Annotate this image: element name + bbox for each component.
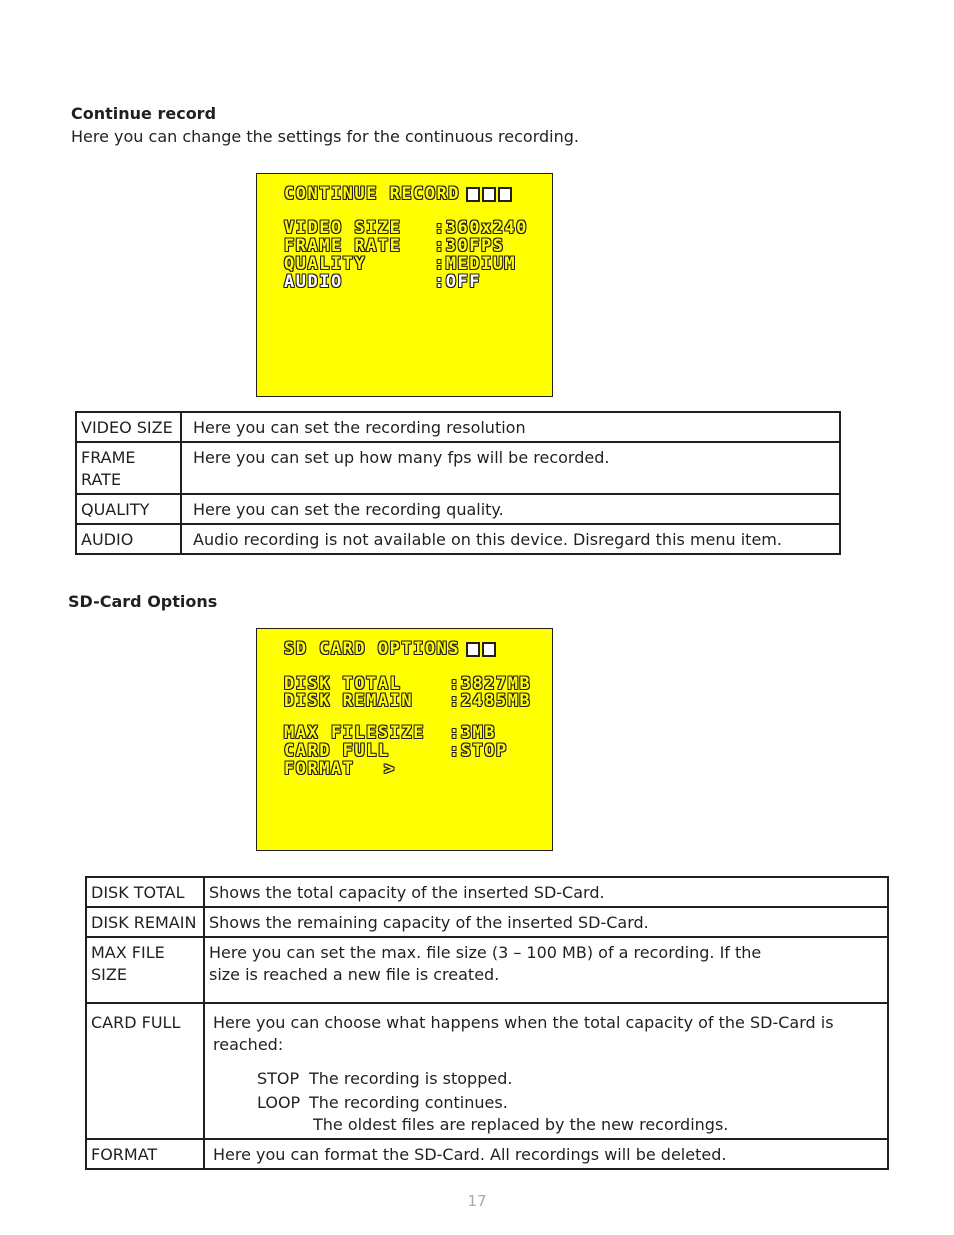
osd-sd-card-options-screen — [256, 628, 553, 851]
table-term: QUALITY — [76, 494, 181, 524]
osd-title: CONTINUE RECORD — [284, 185, 514, 203]
table-desc: Here you can choose what happens when the total capacity of the SD-Card is reached: — [213, 1013, 834, 1054]
osd-title: SD CARD OPTIONS — [284, 640, 498, 658]
table-row — [86, 1003, 888, 1139]
continue-record-table — [75, 411, 841, 555]
sd-card-options-table — [85, 876, 889, 1170]
table-desc: Shows the total capacity of the inserted SD-Card. — [204, 877, 888, 907]
osd-row-frame-rate: FRAME RATE :30FPS — [284, 236, 505, 256]
table-row — [86, 937, 888, 1003]
table-term: FORMAT — [86, 1139, 204, 1169]
table-desc: Here you can set the max. file size (3 – 100 MB) of a recording. If the size is reached a new file is created. — [204, 937, 888, 1003]
table-term: FRAME RATE — [76, 442, 181, 494]
table-term: CARD FULL — [86, 1003, 204, 1139]
table-desc: Here you can set the recording resolution — [181, 412, 840, 442]
osd-title-boxes — [466, 185, 514, 203]
table-row — [86, 877, 888, 907]
osd-row-card-full: CARD FULL :STOP — [284, 741, 508, 761]
table-term: DISK REMAIN — [86, 907, 204, 937]
table-term: MAX FILE SIZE — [86, 937, 204, 1003]
table-desc: Shows the remaining capacity of the inserted SD-Card. — [204, 907, 888, 937]
table-row — [76, 412, 840, 442]
table-row — [86, 907, 888, 937]
osd-title-boxes — [466, 640, 498, 658]
osd-row-quality: QUALITY :MEDIUM — [284, 254, 517, 274]
osd-row-max-filesize: MAX FILESIZE :3MB — [284, 723, 496, 743]
table-desc: Here you can format the SD-Card. All recordings will be deleted. — [204, 1139, 888, 1169]
table-desc: Here you can set the recording quality. — [181, 494, 840, 524]
osd-continue-record-screen — [256, 173, 553, 397]
osd-row-video-size: VIDEO SIZE :360x240 — [284, 218, 528, 238]
section-heading-continue-record: Continue record — [71, 104, 217, 123]
table-row — [76, 494, 840, 524]
table-desc: Here you can set up how many fps will be recorded. — [181, 442, 840, 494]
table-row — [76, 524, 840, 554]
table-row — [76, 442, 840, 494]
section-heading-sd-card-options: SD-Card Options — [68, 592, 218, 611]
osd-row-format: FORMAT > — [284, 759, 396, 779]
option-loop-continuation: The oldest files are replaced by the new recordings. — [313, 1115, 729, 1134]
table-desc-card-full — [204, 1003, 888, 1139]
table-row — [86, 1139, 888, 1169]
table-term: AUDIO — [76, 524, 181, 554]
table-term: VIDEO SIZE — [76, 412, 181, 442]
osd-row-audio: AUDIO :OFF — [284, 272, 481, 292]
page-number: 17 — [467, 1192, 487, 1210]
section-intro: Here you can change the settings for the continuous recording. — [71, 127, 579, 146]
table-desc: Audio recording is not available on this device. Disregard this menu item. — [181, 524, 840, 554]
osd-row-disk-remain: DISK REMAIN :2485MB — [284, 691, 532, 711]
option-stop: STOP The recording is stopped. — [257, 1069, 513, 1088]
osd-row-disk-total: DISK TOTAL :3827MB — [284, 674, 532, 694]
option-loop: LOOP The recording continues. — [257, 1093, 508, 1112]
table-term: DISK TOTAL — [86, 877, 204, 907]
